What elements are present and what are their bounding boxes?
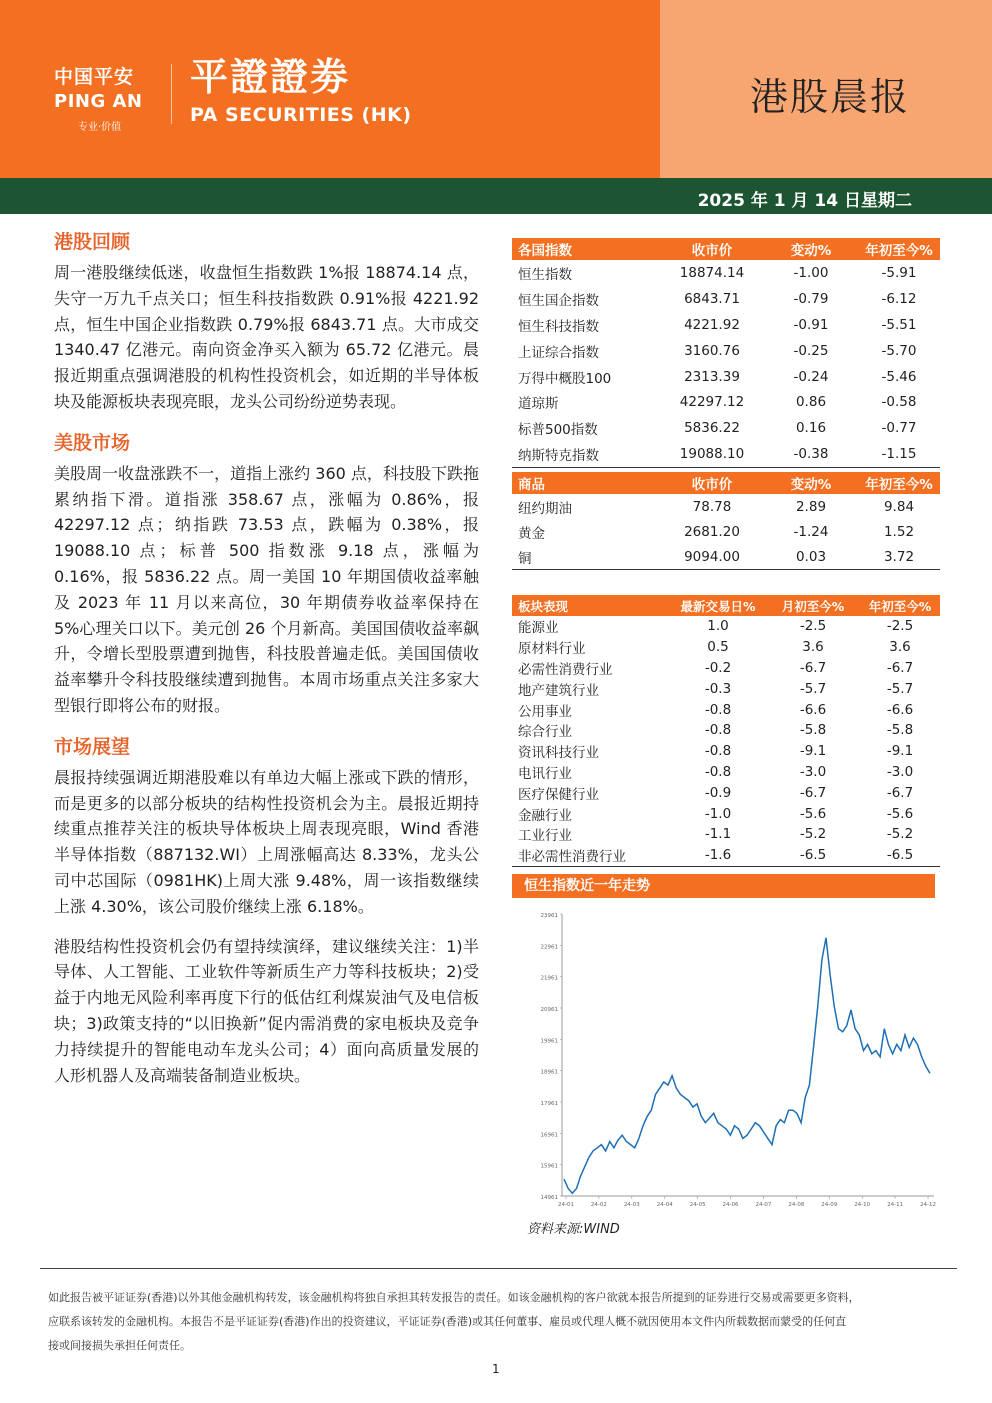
page-number: 1 xyxy=(492,1362,500,1376)
cell-value: 3.6 xyxy=(802,639,824,656)
row-label: 黄金 xyxy=(518,525,545,542)
column-header: 变动% xyxy=(764,238,858,260)
row-label: 工业行业 xyxy=(518,828,572,845)
cell-value: -1.0 xyxy=(704,805,732,822)
cell-value: -5.46 xyxy=(881,368,917,385)
x-tick-label: 24-06 xyxy=(722,1202,739,1208)
section-paragraph: 晨报持续强调近期港股难以有单边大幅上涨或下跌的情形，而是更多的以部分板块的结构性投资机会为主。晨报近期持续重点推荐关注的板块导体板块上周表现亮眼，Wind 香港半导体指数（887132.WI）上周涨幅高达 8.33%，龙头公司中芯国际（0981HK)上周大涨 9.48%，周一该指数继续上涨 4.30%，该公司股价继续上涨 6.18%。 xyxy=(54,767,479,916)
cell-value: 0.16 xyxy=(795,420,827,437)
cell-value: 19088.10 xyxy=(660,441,764,467)
cell-value: -5.91 xyxy=(881,264,917,281)
cell-value: -1.6 xyxy=(670,845,766,866)
table-row xyxy=(512,441,940,467)
chart-series-line xyxy=(564,938,930,1193)
pingan-slogan: 专业·价值 xyxy=(78,122,122,133)
cell-value: 0.86 xyxy=(795,394,827,411)
row-label: 必需性消费行业 xyxy=(518,661,613,678)
cell-value: 9.84 xyxy=(883,498,915,515)
footer-divider xyxy=(40,1268,957,1269)
cell-value: -1.15 xyxy=(858,441,940,467)
column-header: 收市价 xyxy=(660,238,764,260)
cell-value: -1.1 xyxy=(704,826,732,843)
disclaimer-line: 接或间接损失承担任何责任。 xyxy=(48,1339,191,1352)
row-label: 资讯科技行业 xyxy=(518,745,599,762)
cell-value: -0.79 xyxy=(793,290,829,307)
disclaimer xyxy=(48,1286,963,1358)
cell-value: -0.25 xyxy=(793,342,829,359)
cell-value: -6.12 xyxy=(881,290,917,307)
column-header: 月初至今% xyxy=(766,595,860,616)
cell-value: -6.6 xyxy=(886,701,914,718)
cell-value: -6.7 xyxy=(799,659,827,676)
commentary-column xyxy=(54,228,479,1102)
cell-value: 1.52 xyxy=(883,523,915,540)
row-label: 纳斯特克指数 xyxy=(512,441,660,467)
row-label: 非必需性消费行业 xyxy=(512,845,670,866)
cell-value: -0.77 xyxy=(881,420,917,437)
cell-value: 2313.39 xyxy=(684,368,740,385)
cell-value: -0.9 xyxy=(704,784,732,801)
table-row xyxy=(512,762,940,783)
cell-value: -2.5 xyxy=(886,618,914,635)
pingan-logo-en: PING AN xyxy=(54,91,143,112)
column-header: 变动% xyxy=(764,472,858,494)
row-label: 万得中概股100 xyxy=(518,370,612,387)
cell-value: 2.89 xyxy=(795,498,827,515)
x-tick-label: 24-05 xyxy=(689,1202,706,1208)
cell-value: -9.1 xyxy=(886,743,914,760)
cell-value: -5.2 xyxy=(799,826,827,843)
y-tick-label: 16961 xyxy=(540,1132,558,1139)
cell-value: -0.24 xyxy=(793,368,829,385)
cell-value: 78.78 xyxy=(692,498,732,515)
section-paragraph: 美股周一收盘涨跌不一，道指上涨约 360 点，科技股下跌拖累纳指下滑。道指涨 358.67 点，涨幅为 0.86%，报 42297.12 点；纳指跌 73.53 点，跌幅为 0.38%，报 19088.10 点；标普 500 指数涨 9.18 点，涨幅为 0.16%，报 5836.22 点。周一美国 10 年期国债收益率触及 2023 年 11 月以来高位，30 年期债券收益率保持在 5%心理关口以下。美元创 26 个月新高。美国国债收益率飙升，令增长型股票遭到抛售，科技股普遍走低。美国国债收益率攀升令科技股继续遭到抛售。本周市场重点关注多家大型银行即将公布的财报。 xyxy=(54,463,479,715)
cell-value: -5.6 xyxy=(799,805,827,822)
y-tick-label: 15961 xyxy=(540,1163,558,1170)
table-header-row xyxy=(512,472,940,494)
table-row xyxy=(512,338,940,364)
cell-value: 0.5 xyxy=(707,639,729,656)
cell-value: -5.51 xyxy=(881,316,917,333)
cell-value: -5.2 xyxy=(886,826,914,843)
cell-value: 18874.14 xyxy=(679,264,745,281)
y-tick-label: 20961 xyxy=(540,1007,558,1013)
column-header: 年初至今% xyxy=(858,238,940,260)
table-header-row xyxy=(512,595,940,616)
y-tick-label: 23961 xyxy=(540,913,558,919)
cell-value: -1.00 xyxy=(793,264,829,281)
commodity-table xyxy=(512,472,940,570)
report-title: 港股晨报 xyxy=(750,75,911,119)
cell-value: -6.7 xyxy=(886,784,914,801)
table-row xyxy=(512,260,940,286)
row-label: 纽约期油 xyxy=(518,500,572,517)
cell-value: -5.6 xyxy=(886,805,914,822)
y-tick-label: 17961 xyxy=(540,1101,558,1107)
row-label: 恒生国企指数 xyxy=(518,292,599,309)
cell-value: -3.0 xyxy=(799,763,827,780)
cell-value: -0.8 xyxy=(704,722,732,739)
column-header: 年初至今% xyxy=(858,472,940,494)
section-us-market xyxy=(54,429,479,719)
pa-securities-logo-cn: 平證證劵 xyxy=(190,55,351,99)
cell-value: -0.91 xyxy=(793,316,829,333)
cell-value: -6.7 xyxy=(886,659,914,676)
cell-value: -3.0 xyxy=(886,763,914,780)
table-header-row xyxy=(512,238,940,260)
section-title: 市场展望 xyxy=(54,735,131,758)
cell-value: -0.8 xyxy=(704,701,732,718)
cell-value: 9094.00 xyxy=(660,544,764,570)
chart-title: 恒生指数近一年走势 xyxy=(512,874,935,898)
cell-value: 4221.92 xyxy=(684,316,740,333)
x-tick-label: 24-08 xyxy=(788,1202,805,1208)
x-tick-label: 24-10 xyxy=(854,1202,871,1208)
section-title: 美股市场 xyxy=(54,431,131,454)
cell-value: -0.8 xyxy=(704,743,732,760)
table-row xyxy=(512,845,940,866)
cell-value: 2681.20 xyxy=(684,523,740,540)
x-tick-label: 24-09 xyxy=(821,1202,838,1208)
report-date: 2025 年 1 月 14 日星期二 xyxy=(697,191,912,211)
table-row xyxy=(512,803,940,824)
row-label: 道琼斯 xyxy=(518,396,559,413)
cell-value: -5.70 xyxy=(881,342,917,359)
cell-value: -0.2 xyxy=(704,659,732,676)
table-row xyxy=(512,782,940,803)
table-row xyxy=(512,312,940,338)
column-header: 收市价 xyxy=(660,472,764,494)
y-tick-label: 14961 xyxy=(540,1195,558,1201)
cell-value: -6.7 xyxy=(799,784,827,801)
x-tick-label: 24-04 xyxy=(656,1202,673,1208)
cell-value: 5836.22 xyxy=(684,420,740,437)
section-hk-review xyxy=(54,228,479,415)
pingan-logo-cn: 中国平安 xyxy=(54,66,135,88)
table-row xyxy=(512,741,940,762)
y-tick-label: 19961 xyxy=(540,1038,558,1045)
table-row xyxy=(512,415,940,441)
table-row xyxy=(512,658,940,679)
y-tick-label: 18961 xyxy=(540,1069,558,1076)
x-tick-label: 24-01 xyxy=(558,1202,574,1208)
cell-value: 3160.76 xyxy=(684,342,740,359)
header-banner xyxy=(0,0,660,178)
cell-value: -0.58 xyxy=(881,394,917,411)
section-outlook xyxy=(54,733,479,1089)
index-table xyxy=(512,238,940,468)
cell-value: 1.0 xyxy=(707,618,729,635)
disclaimer-line: 应联系该转发的金融机构。本报告不是平证证券(香港)作出的投资建议，平证证券(香港)或其任何董事、雇员或代理人概不就因使用本文件内所载数据而蒙受的任何直 xyxy=(48,1315,847,1328)
table-row xyxy=(512,678,940,699)
x-tick-label: 24-03 xyxy=(623,1202,640,1208)
table-row xyxy=(512,637,940,658)
row-label: 医疗保健行业 xyxy=(518,786,599,803)
cell-value: -2.5 xyxy=(799,618,827,635)
table-row xyxy=(512,544,940,570)
cell-value: -6.5 xyxy=(860,845,940,866)
x-tick-label: 24-07 xyxy=(755,1202,772,1208)
disclaimer-line: 如此报告被平证证券(香港)以外其他金融机构转发，该金融机构将独自承担其转发报告的责任。如该金融机构的客户欲就本报告所提到的证券进行交易或需要更多资料， xyxy=(48,1291,860,1304)
table-row xyxy=(512,699,940,720)
row-label: 公用事业 xyxy=(518,703,572,720)
section-paragraph: 周一港股继续低迷，收盘恒生指数跌 1%报 18874.14 点，失守一万九千点关口；恒生科技指数跌 0.91%报 4221.92 点，恒生中国企业指数跌 0.79%报 6843.71 点。大市成交 1340.47 亿港元。南向资金净买入额为 65.72 亿港元。晨报近期重点强调港股的机构性投资机会，如近期的半导体板块及能源板块表现亮眼，龙头公司纷纷逆势表现。 xyxy=(54,263,479,411)
pa-securities-logo xyxy=(190,56,412,126)
cell-value: -0.8 xyxy=(704,763,732,780)
column-header: 板块表现 xyxy=(512,595,670,616)
row-label: 原材料行业 xyxy=(518,641,586,658)
cell-value: 0.03 xyxy=(764,544,858,570)
row-label: 金融行业 xyxy=(518,807,572,824)
table-row xyxy=(512,519,940,544)
cell-value: 3.72 xyxy=(858,544,940,570)
cell-value: -5.8 xyxy=(799,722,827,739)
sector-table xyxy=(512,595,940,867)
section-title: 港股回顾 xyxy=(54,231,131,253)
x-tick-label: 24-12 xyxy=(920,1202,936,1208)
cell-value: -5.8 xyxy=(886,722,914,739)
cell-value: -5.7 xyxy=(799,680,827,697)
column-header: 商品 xyxy=(512,472,660,494)
row-label: 铜 xyxy=(512,544,660,570)
table-row xyxy=(512,364,940,390)
section-paragraph: 港股结构性投资机会仍有望持续演绎，建议继续关注：1)半导体、人工智能、工业软件等新质生产力等科技板块；2)受益于内地无风险利率再度下行的低估红利煤炭油气及电信板块；3)政策支持的“以旧换新”促内需消费的家电板块及竞争力持续提升的智能电动车龙头公司；4）面向高质量发展的人形机器人及高端装备制造业板块。 xyxy=(54,936,479,1085)
table-row xyxy=(512,389,940,415)
y-tick-label: 21961 xyxy=(540,975,558,982)
x-tick-label: 24-11 xyxy=(887,1202,904,1208)
hsi-line-chart xyxy=(512,900,940,1212)
pingan-logo xyxy=(54,62,143,133)
pa-securities-logo-en: PA SECURITIES (HK) xyxy=(190,104,412,126)
column-header: 最新交易日% xyxy=(670,595,766,616)
cell-value: 6843.71 xyxy=(684,290,740,307)
chart-source: 资料来源:WIND xyxy=(527,1222,620,1237)
table-row xyxy=(512,616,940,637)
cell-value: -0.3 xyxy=(704,680,732,697)
row-label: 电讯行业 xyxy=(518,765,572,782)
cell-value: -5.7 xyxy=(886,680,914,697)
row-label: 恒生科技指数 xyxy=(518,318,599,335)
column-header: 各国指数 xyxy=(512,238,660,260)
x-tick-label: 24-02 xyxy=(590,1202,607,1208)
cell-value: -6.5 xyxy=(766,845,860,866)
row-label: 能源业 xyxy=(518,620,559,637)
table-row xyxy=(512,286,940,312)
row-label: 恒生指数 xyxy=(518,266,572,283)
cell-value: 42297.12 xyxy=(679,394,745,411)
row-label: 综合行业 xyxy=(518,724,572,741)
cell-value: -0.38 xyxy=(764,441,858,467)
table-row xyxy=(512,824,940,845)
row-label: 上证综合指数 xyxy=(518,344,599,361)
column-header: 年初至今% xyxy=(860,595,940,616)
table-row xyxy=(512,720,940,741)
table-row xyxy=(512,494,940,519)
row-label: 标普500指数 xyxy=(518,422,598,439)
y-tick-label: 22961 xyxy=(540,944,558,951)
logo-divider xyxy=(171,64,172,124)
cell-value: -1.24 xyxy=(793,523,829,540)
row-label: 地产建筑行业 xyxy=(518,682,599,699)
cell-value: -6.6 xyxy=(799,701,827,718)
cell-value: -9.1 xyxy=(799,743,827,760)
cell-value: 3.6 xyxy=(889,639,911,656)
